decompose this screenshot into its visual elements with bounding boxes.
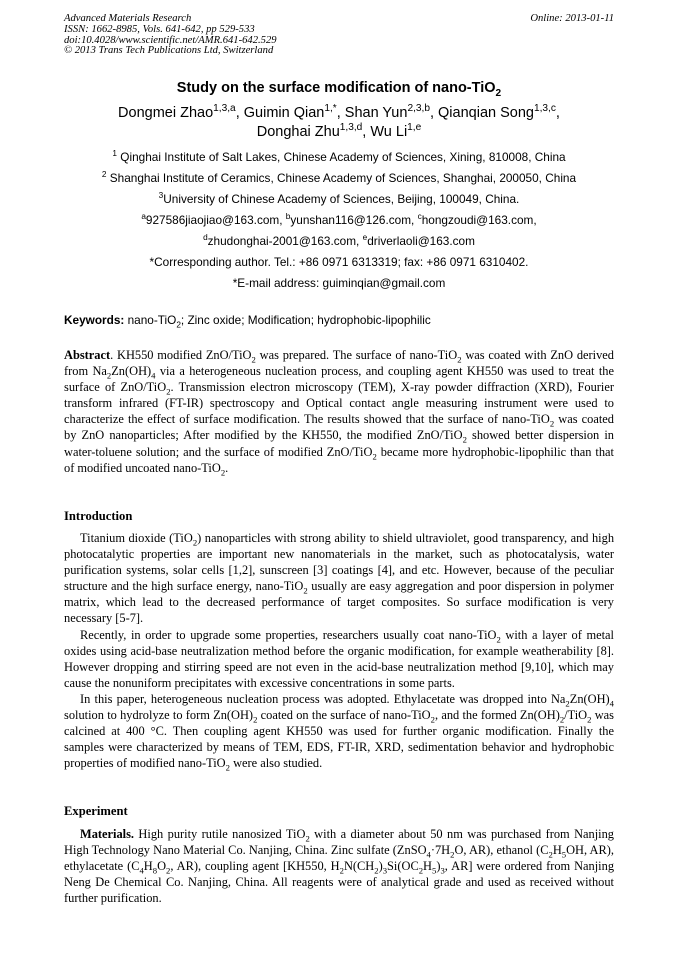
introduction-heading: Introduction [64, 509, 133, 523]
paper-title: Study on the surface modification of nano-TiO$_2$ [176, 80, 502, 99]
email-list-1: $^a$927586jiaojiao@163.com, $^b$yunshan116@126.com, $^c$hongzoudi@163.com, [141, 212, 537, 227]
author: Wu Li$^{1,e}$ [370, 122, 422, 140]
author: Qianqian Song$^{1,3,c}$, [438, 103, 560, 121]
author: Guimin Qian$^{1,*}$, [243, 103, 345, 121]
intro-paragraph-1: Titanium dioxide (TiO$_2$) nanoparticles with strong ability to shield ultraviolet, good transparency, and high photocatalytic properties are important new nanomaterials in the market, such as photocatalysis, water purification systems, solar cells [1,2], sunscreen [3] coatings [4], and etc. However, because of the peculiar structure and the high surface energy, nano-TiO$_2$ usually are easy aggregation and poor dispersion in polymer matrix, which lead to the decreased performance of target composites. So surface modification is very necessary [5-7]. [64, 531, 615, 626]
corresponding-email: *E-mail address: guiminqian@gmail.com [232, 276, 446, 290]
issn-line: ISSN: 1662-8985, Vols. 641-642, pp 529-533 [64, 23, 255, 35]
materials-paragraph: Materials. High purity rutile nanosized TiO$_2$ with a diameter about 50 nm was purchased from Nanjing High Technology Nano Material Co. Nanjing, China. Zinc sulfate ($ZnSO_4\cdot 7H_2O$, AR), ethanol ($C_2H_5OH$, AR), ethylacetate ($C_4H_8O_2$, AR), coupling agent [KH550, $H_2N(CH_2)_3Si(OC_2H_5)_3$, AR] were ordered from Nanjing Neng De Chemical Co. Nanjing, China. All reagents were of analytical grade and used as received without further purification. [64, 827, 615, 906]
experiment-heading: Experiment [64, 804, 128, 818]
introduction-body [64, 530, 614, 771]
copyright-line: © 2013 Trans Tech Publications Ltd, Switzerland [64, 45, 274, 57]
experiment-body [64, 826, 614, 906]
journal-name: Advanced Materials Research [64, 13, 192, 24]
affiliation-2: $^2$ Shanghai Institute of Ceramics, Chinese Academy of Sciences, Shanghai, 200050, China [101, 170, 577, 185]
corresponding-author: *Corresponding author. Tel.: +86 0971 6313319; fax: +86 0971 6310402. [149, 255, 529, 269]
affiliation-3: $^3$University of Chinese Academy of Sciences, Beijing, 100049, China. [158, 191, 520, 206]
intro-paragraph-2: Recently, in order to upgrade some properties, researchers usually coat nano-TiO$_2$ with a layer of metal oxides using acid-base neutralization method before the organic modification, for example weatherability [8]. However dropping and stirring speed are not even in the acid-base neutralization method [9,10], which may cause the nonuniform precipitates with excessive concentrations in some parts. [64, 627, 614, 690]
intro-paragraph-3: In this paper, heterogeneous nucleation process was adopted. Ethylacetate was dropped into $Na_2Zn(OH)_4$ solution to hydrolyze to form $Zn(OH)_2$ coated on the surface of nano-TiO$_2$, and the formed $Zn(OH)_2/TiO_2$ was calcined at 400 °C. Then coupling agent KH550 was used for further organic modification. Finally the samples were characterized by means of TEM, EDS, FT-IR, XRD, sedimentation behavior and hydrophobic properties of modified nano-TiO$_2$ were also studied. [64, 691, 614, 773]
author: Donghai Zhu$^{1,3,d}$, [256, 122, 371, 140]
journal-header [64, 14, 277, 57]
author-list [60, 104, 618, 142]
affiliation-1: $^1$ Qinghai Institute of Salt Lakes, Chinese Academy of Sciences, Xining, 810008, China [112, 149, 566, 164]
email-list-2: $^d$zhudonghai-2001@163.com, $^e$driverlaoli@163.com [203, 233, 475, 248]
keywords: Keywords: nano-TiO$_2$; Zinc oxide; Modification; hydrophobic-lipophilic [64, 313, 431, 330]
abstract: Abstract. KH550 modified ZnO/TiO$_2$ was prepared. The surface of nano-TiO$_2$ was coated with ZnO derived from $Na_2Zn(OH)_4$ via a heterogeneous nucleation process, and coupling agent KH550 was used to treat the surface of ZnO/TiO$_2$. Transmission electron microscopy (TEM), X-ray powder diffraction (XRD), Fourier transform infrared (FT-IR) spectroscopy and Optical contact angle measuring instrument were used to characterize the effect of surface modification. The results showed that the surface of nano-TiO$_2$ was coated by ZnO nanoparticles; After modified by the KH550, the modified ZnO/TiO$_2$ showed better dispersion in water-toluene solution; and the surface of modified ZnO/TiO$_2$ became more hydrophobic-lipophilic than that of modified uncoated nano-TiO$_2$. [64, 348, 615, 478]
author: Shan Yun$^{2,3,b}$, [344, 103, 439, 121]
online-date: Online: 2013-01-11 [530, 13, 614, 24]
doi-line: doi:10.4028/www.scientific.net/AMR.641-642.529 [64, 34, 277, 46]
author: Dongmei Zhao$^{1,3,a}$, [118, 103, 244, 121]
